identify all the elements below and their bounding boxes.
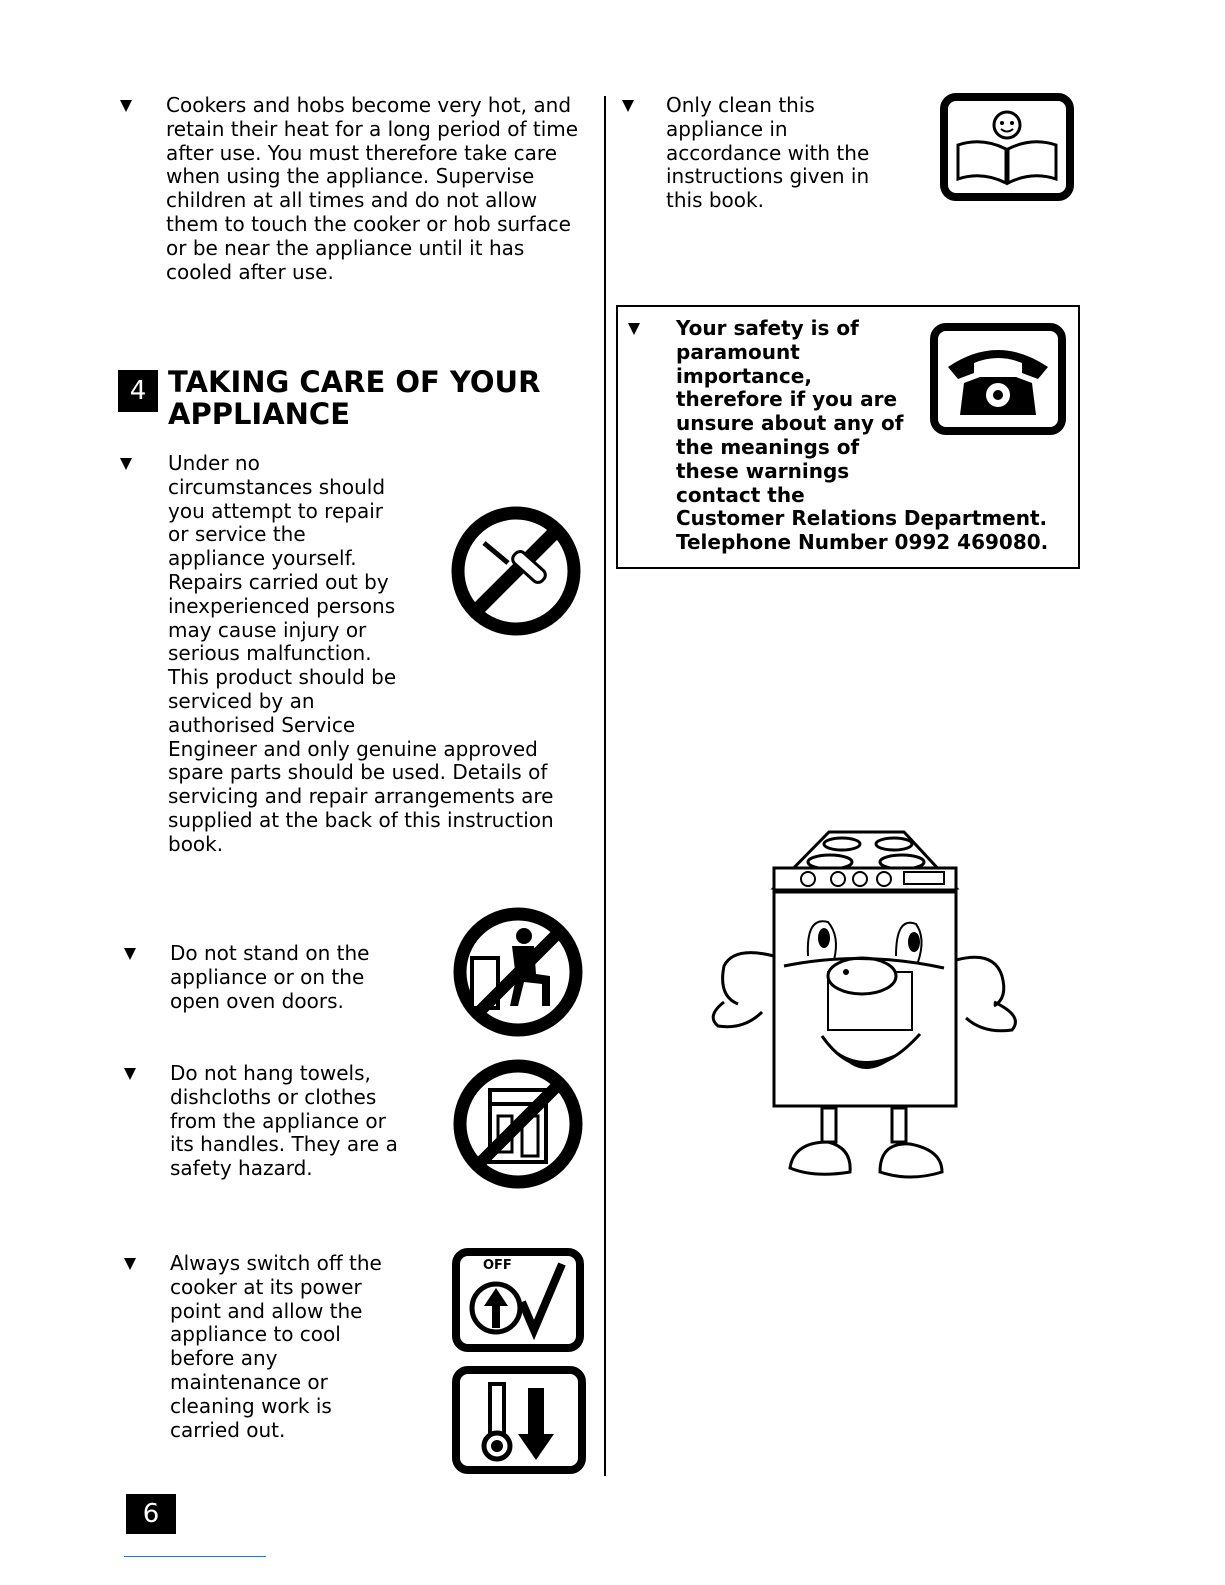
telephone-icon	[930, 323, 1066, 435]
customer-relations-text: Customer Relations Department.	[676, 506, 1048, 530]
section-title: TAKING CARE OF YOUR APPLIANCE	[168, 365, 541, 431]
towels-warning-text: Do not hang towels, dishcloths or clothes from the appliance or its handles. They are a safety hazard.	[170, 1061, 398, 1181]
safety-notice-box	[616, 305, 1080, 569]
switch-off-warning-text: Always switch off the cooker at its power point and allow the appliance to cool before any maintenance or cleaning work is carried out.	[170, 1251, 382, 1442]
bullet-marker	[120, 100, 132, 112]
read-book-icon	[940, 93, 1074, 201]
bullet-marker	[124, 948, 136, 960]
page-number: 6	[126, 1494, 176, 1534]
cool-down-thermometer-icon	[452, 1366, 586, 1474]
cooker-mascot-illustration	[704, 826, 1034, 1186]
bullet-marker	[622, 100, 634, 112]
bullet-marker	[124, 1258, 136, 1270]
no-standing-icon	[452, 906, 584, 1038]
clean-instruction-text: Only clean this appliance in accordance with the instructions given in this book.	[666, 93, 870, 213]
no-screwdriver-icon	[450, 505, 582, 637]
safety-notice-text: Your safety is of paramount importance, therefore if you are unsure about any of the meanings of these warnings contact the	[676, 316, 904, 507]
repair-warning-text: Under no circumstances should you attempt to repair or service the appliance yourself. Repairs carried out by inexperienced persons may cause injury or serious malfunction. This product should be serviced by an authorised Service Engineer and only genuine approved spare parts should be used. Details of servicing and repair arrangements are supplied at the back of this instruction book.	[168, 451, 554, 856]
off-label: OFF	[483, 1258, 512, 1273]
bullet-marker	[124, 1068, 136, 1080]
column-divider	[604, 96, 606, 1476]
telephone-number-text: Telephone Number 0992 469080.	[676, 530, 1049, 554]
bullet-marker	[628, 323, 640, 335]
no-hanging-towels-icon	[452, 1058, 584, 1190]
bottom-rule	[124, 1556, 266, 1557]
intro-paragraph: Cookers and hobs become very hot, and retain their heat for a long period of time after use. You must therefore take care when using the appliance. Supervise children at all times and do not allow them to touch the cooker or hob surface or be near the appliance until it has cooled after use.	[166, 93, 579, 284]
section-number: 4	[118, 370, 158, 412]
bullet-marker	[120, 458, 132, 470]
standing-warning-text: Do not stand on the appliance or on the open oven doors.	[170, 941, 370, 1013]
power-off-icon	[452, 1248, 584, 1352]
